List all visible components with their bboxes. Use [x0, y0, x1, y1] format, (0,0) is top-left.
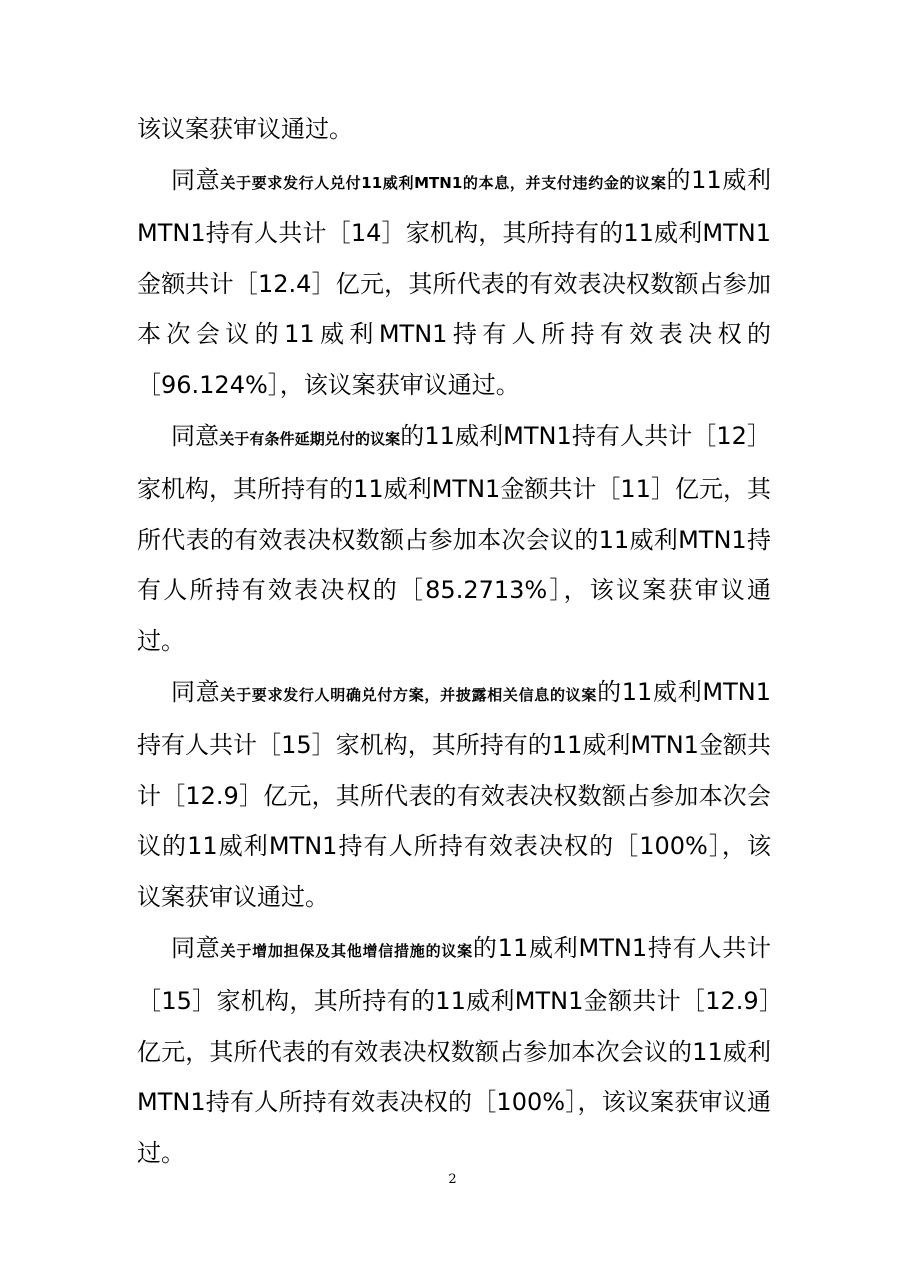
resolution-prefix: 同意	[171, 677, 221, 706]
continuation-paragraph: 该议案获审议通过。	[137, 115, 353, 143]
page-number: 2	[448, 1172, 457, 1187]
resolution-paragraph-1	[137, 155, 771, 411]
resolution-prefix: 同意	[171, 421, 220, 450]
resolution-topic: 关于要求发行人兑付11威利MTN1的本息，并支付违约金的议案	[220, 173, 667, 192]
document-body	[137, 104, 771, 1178]
resolution-body: 的11威利MTN1持有人共计［15］家机构，其所持有的11威利MTN1金额共计［12.9］亿元，其所代表的有效表决权数额占参加本次会议的11威利MTN1持有人所持有效表决权的［100%］，该议案获审议通过。	[137, 933, 771, 1167]
resolution-prefix: 同意	[171, 165, 221, 194]
resolution-topic: 关于有条件延期兑付的议案	[219, 429, 401, 448]
resolution-prefix: 同意	[171, 933, 221, 962]
resolution-topic: 关于要求发行人明确兑付方案，并披露相关信息的议案	[220, 685, 598, 704]
resolution-topic: 关于增加担保及其他增信措施的议案	[220, 941, 473, 960]
resolution-body: 的11威利MTN1持有人共计［12］家机构，其所持有的11威利MTN1金额共计［11］亿元，其所代表的有效表决权数额占参加本次会议的11威利MTN1持有人所持有效表决权的［85.2713%］，该议案获审议通过。	[137, 421, 772, 655]
resolution-body: 的11威利MTN1持有人共计［14］家机构，其所持有的11威利MTN1金额共计［12.4］亿元，其所代表的有效表决权数额占参加本次会议的11威利MTN1持有人所持有效表决权的［96.124%］，该议案获审议通过。	[137, 165, 771, 399]
resolution-body: 的11威利MTN1持有人共计［15］家机构，其所持有的11威利MTN1金额共计［12.9］亿元，其所代表的有效表决权数额占参加本次会议的11威利MTN1持有人所持有效表决权的［100%］，该议案获审议通过。	[137, 677, 771, 911]
resolution-paragraph-2	[137, 411, 771, 667]
resolution-paragraph-3	[137, 667, 771, 923]
resolution-paragraph-4	[137, 923, 771, 1179]
